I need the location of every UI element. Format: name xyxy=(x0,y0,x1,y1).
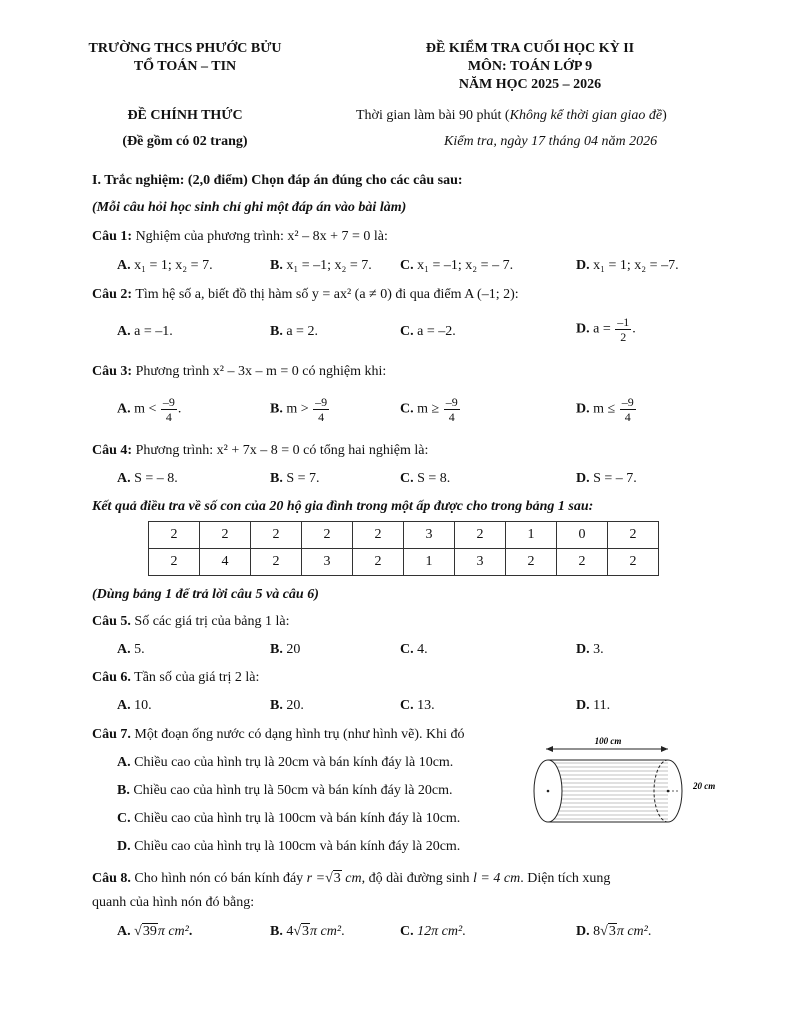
pages-note: (Đề gồm có 02 trang) xyxy=(122,134,248,149)
option-letter: B. xyxy=(270,642,283,657)
option-letter: D. xyxy=(576,698,590,713)
numerator: –9 xyxy=(162,395,175,409)
question-8-line2: quanh của hình nón đó bằng: xyxy=(92,895,255,910)
option-letter: D. xyxy=(117,839,131,854)
denominator: 4 xyxy=(624,410,631,424)
option-letter: C. xyxy=(400,642,414,657)
radicand: 3 xyxy=(302,924,310,939)
option-text: m < xyxy=(134,401,157,417)
question-3 xyxy=(92,364,386,380)
question-label: Câu 4: xyxy=(92,443,133,458)
option-letter: D. xyxy=(576,924,590,939)
time-prefix: Thời gian làm bài 90 phút ( xyxy=(356,108,510,123)
q8-option-b: B. 4√3π cm². xyxy=(270,924,345,939)
question-label: Câu 5. xyxy=(92,614,131,629)
option-text: x₁ = 1; x₂ = 7. xyxy=(134,258,213,273)
q8-option-d: D. 8√3π cm². xyxy=(576,924,652,939)
q1-option-d xyxy=(576,258,679,274)
option-letter: A. xyxy=(117,924,131,939)
coefficient: 8 xyxy=(593,924,601,939)
table-cell: 2 xyxy=(608,549,659,576)
question-text: Tần số của giá trị 2 là: xyxy=(134,670,260,685)
time-italic-note: Không kể thời gian giao đề xyxy=(509,108,663,123)
school-year: NĂM HỌC 2025 – 2026 xyxy=(458,77,602,92)
option-text: x₁ = –1; x₂ = – 7. xyxy=(417,258,514,273)
q4-option-d xyxy=(576,471,637,487)
option-text: 4. xyxy=(417,642,428,657)
radicand: 3 xyxy=(608,924,616,939)
q5-option-a xyxy=(117,642,145,658)
option-letter: B. xyxy=(270,471,283,486)
table-cell: 2 xyxy=(251,549,302,576)
option-text: 13. xyxy=(417,698,435,713)
table-cell: 2 xyxy=(149,549,200,576)
q3-option-c xyxy=(400,395,461,424)
table-cell: 2 xyxy=(608,522,659,549)
option-letter: D. xyxy=(576,471,590,486)
q7-option-b xyxy=(117,783,453,799)
denominator: 4 xyxy=(448,410,455,424)
exam-subject: MÔN: TOÁN LỚP 9 xyxy=(467,59,593,74)
fraction xyxy=(161,395,177,424)
option-text: S = – 7. xyxy=(593,471,637,486)
option-letter: C. xyxy=(400,401,414,417)
option-letter: C. xyxy=(400,258,414,273)
option-letter: B. xyxy=(270,324,283,339)
question-text: Phương trình x² – 3x – m = 0 có nghiệm khi: xyxy=(135,364,387,379)
q1-option-b xyxy=(270,258,372,274)
option-text: x₁ = –1; x₂ = 7. xyxy=(286,258,372,273)
q4-option-a xyxy=(117,471,178,487)
denominator: 4 xyxy=(318,410,325,424)
option-text: S = – 8. xyxy=(134,471,178,486)
punct: . xyxy=(177,401,182,417)
height-label: 20 cm xyxy=(693,781,716,791)
school-name: TRƯỜNG THCS PHƯỚC BỬU xyxy=(88,41,282,56)
question-7 xyxy=(92,727,465,743)
numerator: –9 xyxy=(445,395,458,409)
question-text: Một đoạn ống nước có dạng hình trụ (như hình vẽ). Khi đó xyxy=(134,727,465,742)
punct: . xyxy=(632,321,636,337)
cylinder-body xyxy=(548,760,668,822)
q3-option-d xyxy=(576,395,637,424)
exam-title: ĐỀ KIỂM TRA CUỐI HỌC KỲ II xyxy=(425,41,635,56)
time-allowed xyxy=(356,108,667,124)
question-label: Câu 2: xyxy=(92,287,133,302)
numerator: –9 xyxy=(621,395,634,409)
math-unit: π cm² xyxy=(616,924,648,939)
option-text: Chiều cao của hình trụ là 100cm và bán kính đáy là 10cm. xyxy=(134,811,461,826)
math-unit: π cm² xyxy=(310,924,342,939)
q2-option-d xyxy=(576,315,636,344)
question-label: Câu 7. xyxy=(92,727,131,742)
q8-option-c xyxy=(400,924,466,940)
denominator: 2 xyxy=(620,330,627,344)
table-cell: 1 xyxy=(506,522,557,549)
question-6 xyxy=(92,670,259,686)
q6-option-c xyxy=(400,698,435,714)
section-title: I. Trắc nghiệm: (2,0 điểm) Chọn đáp án đúng cho các câu sau: xyxy=(92,173,463,188)
option-letter: C. xyxy=(117,811,131,826)
option-text: Chiều cao của hình trụ là 50cm và bán kính đáy là 20cm. xyxy=(133,783,453,798)
table-row xyxy=(149,522,659,549)
option-text: a = –1. xyxy=(134,324,173,339)
option-text: S = 8. xyxy=(417,471,451,486)
question-2 xyxy=(92,287,519,303)
option-text: m ≤ xyxy=(593,401,616,417)
table-cell: 1 xyxy=(404,549,455,576)
table-cell: 2 xyxy=(506,549,557,576)
option-text: 10. xyxy=(134,698,152,713)
table-cell: 2 xyxy=(353,522,404,549)
table-cell: 2 xyxy=(455,522,506,549)
q1-option-c xyxy=(400,258,513,274)
option-text: 20 xyxy=(286,642,301,657)
option-text: 3. xyxy=(593,642,604,657)
q6-option-d xyxy=(576,698,610,714)
option-letter: D. xyxy=(576,258,590,273)
q1-option-a xyxy=(117,258,213,274)
q6-option-b xyxy=(270,698,304,714)
option-text: a = –2. xyxy=(417,324,456,339)
department-name: TỔ TOÁN – TIN xyxy=(133,59,237,74)
option-text: m > xyxy=(286,401,309,417)
question-label: Câu 6. xyxy=(92,670,131,685)
question-text: , độ dài đường sinh xyxy=(361,871,470,886)
q3-option-b xyxy=(270,395,330,424)
option-text: S = 7. xyxy=(286,471,320,486)
radicand: 39 xyxy=(142,924,157,939)
punct: . xyxy=(462,924,466,939)
table-cell: 3 xyxy=(302,549,353,576)
q7-option-a xyxy=(117,755,453,771)
official-label: ĐỀ CHÍNH THỨC xyxy=(127,108,243,123)
option-letter: A. xyxy=(117,401,131,417)
punct: . xyxy=(188,924,193,939)
option-text: 5. xyxy=(134,642,145,657)
option-text: 11. xyxy=(593,698,611,713)
option-text: Chiều cao của hình trụ là 20cm và bán kính đáy là 10cm. xyxy=(134,755,454,770)
q8-option-a: A. √39π cm². xyxy=(117,924,193,939)
option-letter: D. xyxy=(576,401,590,417)
question-label: Câu 8. xyxy=(92,871,131,886)
option-letter: B. xyxy=(270,698,283,713)
question-label: Câu 3: xyxy=(92,364,133,379)
numerator: –1 xyxy=(617,315,630,329)
table-row xyxy=(149,549,659,576)
question-label: Câu 1: xyxy=(92,229,133,244)
q4-option-c xyxy=(400,471,450,487)
section-note: (Mỗi câu hỏi học sinh chỉ ghi một đáp án vào bài làm) xyxy=(92,200,407,215)
table-cell: 2 xyxy=(149,522,200,549)
q2-option-a xyxy=(117,324,173,340)
fraction xyxy=(444,395,460,424)
table-cell: 3 xyxy=(404,522,455,549)
option-letter: B. xyxy=(270,258,283,273)
math-expr: r = xyxy=(306,871,326,886)
option-text: 12π cm² xyxy=(417,924,463,939)
option-text: x₁ = 1; x₂ = –7. xyxy=(593,258,679,273)
option-letter: D. xyxy=(576,642,590,657)
math-unit: cm xyxy=(345,871,362,886)
q2-option-c xyxy=(400,324,456,340)
fraction xyxy=(313,395,329,424)
option-text: m ≥ xyxy=(417,401,440,417)
option-letter: A. xyxy=(117,755,131,770)
q5-option-d xyxy=(576,642,604,658)
option-letter: C. xyxy=(400,471,414,486)
q5-option-c xyxy=(400,642,428,658)
punct: . xyxy=(647,924,652,939)
q2-option-b xyxy=(270,324,318,340)
cylinder-right-base xyxy=(668,760,682,822)
table-cell: 2 xyxy=(251,522,302,549)
option-letter: A. xyxy=(117,258,131,273)
table-cell: 0 xyxy=(557,522,608,549)
q7-option-c xyxy=(117,811,460,827)
option-letter: C. xyxy=(400,924,414,939)
option-letter: B. xyxy=(270,401,283,417)
question-1 xyxy=(92,229,388,245)
fraction xyxy=(615,315,631,344)
dimension-arrow xyxy=(546,746,668,752)
option-letter: A. xyxy=(117,324,131,339)
q3-option-a xyxy=(117,395,181,424)
option-letter: B. xyxy=(270,924,283,939)
question-text: Cho hình nón có bán kính đáy xyxy=(134,871,304,886)
table-cell: 2 xyxy=(353,549,404,576)
option-letter: A. xyxy=(117,471,131,486)
survey-intro: Kết quả điều tra về số con của 20 hộ gia đình trong một ấp được cho trong bảng 1 sau: xyxy=(92,499,594,514)
table-cell: 4 xyxy=(200,549,251,576)
survey-table xyxy=(148,521,659,576)
option-letter: A. xyxy=(117,642,131,657)
option-text: a = xyxy=(593,321,611,337)
radicand: 3 xyxy=(333,871,341,886)
option-text: a = 2. xyxy=(286,324,318,339)
q6-option-a xyxy=(117,698,152,714)
q7-option-d xyxy=(117,839,460,855)
question-text: Nghiệm của phương trình: x² – 8x + 7 = 0 là: xyxy=(135,229,388,244)
question-text: Phương trình: x² + 7x – 8 = 0 có tổng hai nghiệm là: xyxy=(135,443,429,458)
table-cell: 3 xyxy=(455,549,506,576)
time-suffix: ) xyxy=(662,108,667,123)
question-text: Số các giá trị của bảng 1 là: xyxy=(134,614,290,629)
denominator: 4 xyxy=(165,410,172,424)
table-note: (Dùng bảng 1 để trả lời câu 5 và câu 6) xyxy=(92,587,319,602)
question-8: Câu 8. Cho hình nón có bán kính đáy r =√3 cm, độ dài đường sinh l = 4 cm. Diện tích xung xyxy=(92,871,611,886)
question-text: Tìm hệ số a, biết đồ thị hàm số y = ax² (a ≠ 0) đi qua điểm A (–1; 2): xyxy=(135,287,519,302)
q4-option-b xyxy=(270,471,320,487)
table-cell: 2 xyxy=(557,549,608,576)
table-cell: 2 xyxy=(302,522,353,549)
option-letter: C. xyxy=(400,324,414,339)
option-text: Chiều cao của hình trụ là 100cm và bán kính đáy là 20cm. xyxy=(134,839,461,854)
option-text: 20. xyxy=(286,698,304,713)
option-letter: A. xyxy=(117,698,131,713)
question-5 xyxy=(92,614,290,630)
question-4 xyxy=(92,443,428,459)
cylinder-figure xyxy=(520,733,725,833)
option-letter: D. xyxy=(576,321,590,337)
option-letter: C. xyxy=(400,698,414,713)
fraction xyxy=(620,395,636,424)
coefficient: 4 xyxy=(286,924,294,939)
math-unit: π cm² xyxy=(157,924,189,939)
punct: . xyxy=(341,924,345,939)
q5-option-b xyxy=(270,642,300,658)
length-label: 100 cm xyxy=(594,736,622,746)
math-expr: l = 4 cm xyxy=(473,871,521,886)
numerator: –9 xyxy=(315,395,328,409)
option-letter: B. xyxy=(117,783,130,798)
table-cell: 2 xyxy=(200,522,251,549)
exam-date: Kiểm tra, ngày 17 tháng 04 năm 2026 xyxy=(444,134,658,149)
question-text: . Diện tích xung xyxy=(520,871,611,886)
